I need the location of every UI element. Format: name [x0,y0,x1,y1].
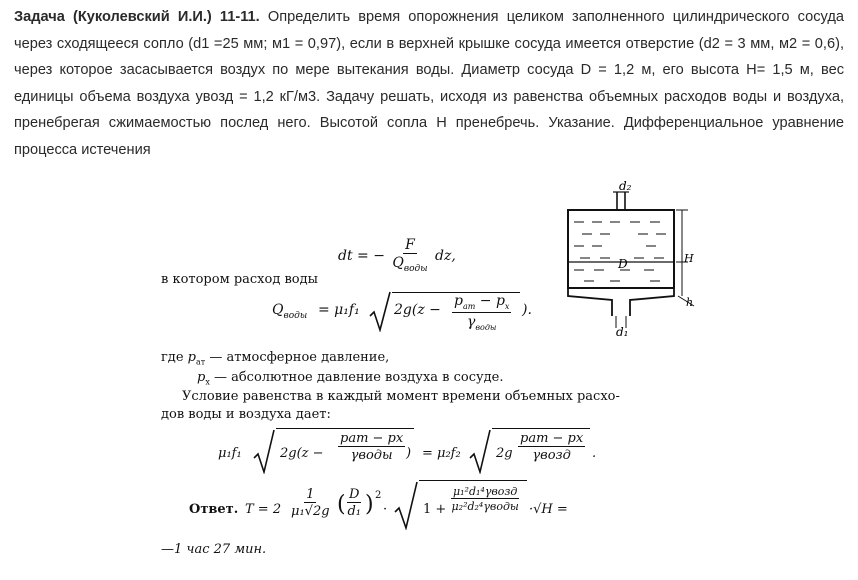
answer-frac-den: μ₁√2g [291,504,330,519]
sqrt-sign-answer [393,480,419,530]
vessel-diagram [560,178,710,338]
sqrt-sign-eq3b [468,428,492,474]
line-which: в котором расход воды [161,272,318,287]
sqrt-sign-eq2 [368,290,392,332]
answer-fraction-dd [347,488,361,518]
answer-result: —1 час 27 мин. [161,542,267,557]
eq1-fraction [392,238,427,274]
eq2-fraction [452,294,511,332]
where-line-1 [161,350,389,367]
eq2-lhs: Q [272,302,284,318]
eq1-den-sub: воды [403,263,428,274]
answer-dd-den: d₁ [347,504,361,519]
equation-dt [338,238,456,274]
eq3-inner2: 2g [496,446,513,461]
eq2-den-sub: воды [475,322,497,332]
problem-title: Задача (Куколевский И.И.) 11-11. [14,9,260,25]
problem-text: Определить время опорожнения целиком заполненного цилиндрического сосуда через сходящееся сопло (d1 =25 мм; м1 = 0,97), если в верхней крышке сосуда имеется отверстие (d2 = 3 мм, м2 = 0,6), через которое засасывается воздух по мере вытекания воды. Диаметр сосуда D = 1,2 м, его высота H= 1,5 м, вес единицы объема воздуха увозд = 1,2 кГ/м3. Задачу решать, исходя из равенства объемных расходов воды и воздуха, пренебрегая сжимаемостью послед него. Высотой сопла H пренебречь. Указание. Дифференциальное уравнение процесса истечения [14,9,844,158]
eq1-rhs: dz, [435,247,456,264]
eq2-close: ). [522,302,532,318]
condition-line-1: Условие равенства в каждый момент времени объемных расхо- [182,389,620,404]
eq3-inner1: 2g(z − [280,446,324,461]
label-d2: d₂ [619,179,632,193]
where-pre: где [161,350,184,365]
eq3-fraction1 [338,432,405,462]
eq2-lhs-sub: воды [283,310,308,321]
answer-frac-num: 1 [306,487,315,502]
eq1-lhs: dt = − [338,247,385,264]
where-text2: — абсолютное давление воздуха в сосуде. [209,370,504,385]
answer-inner-den: μ₂²d₂⁴γводы [451,500,519,513]
eq2-num-mid: − p [475,293,505,309]
where-sym2: p [197,370,206,385]
eq3-close1: ) [406,446,412,461]
label-H: H [684,252,694,265]
label-d1: d₁ [616,325,629,338]
condition-line-2: дов воды и воздуха дает: [161,407,331,422]
eq3-den2: γвозд [532,448,571,463]
eq3-end: . [592,446,597,461]
eq2-den: γ [467,313,476,330]
where-sub1: ат [195,357,206,367]
problem-statement [14,4,844,164]
eq2-num-p: p [454,293,463,309]
answer-root-one: 1 + [423,502,447,517]
eq1-den: Q [392,255,404,271]
water-hatching [574,222,666,281]
answer-inner-num: μ₁²d₁⁴γвозд [453,485,518,498]
answer-dd-num: D [349,487,360,502]
where-sub2: x [205,377,210,387]
eq2-num-sub2: x [504,301,510,311]
eq2-rhs-pre: = μ₁f₁ [318,302,360,318]
eq2-inner: 2g(z − [394,302,441,318]
answer-label: Ответ. [189,502,239,517]
answer-square: 2 [375,490,382,501]
sqrt-sign-eq3a [252,428,276,474]
equation-equality [218,428,608,474]
answer-t: T = 2 [245,502,282,517]
answer-fraction-1 [291,488,330,518]
answer-equation: Ответ. T = 2 $\frac{1}{\text{μ₁√2g}}$ ( $\frac{D}{\text{d₁}}$ ) 2 · 1 + μ₁²d₁⁴γвозд μ₂²d₂⁴γводы ·√H = [189,480,609,530]
where-sym1: p [187,350,196,365]
eq3-left: μ₁f₁ [218,446,242,461]
answer-tail: ·√H = [529,502,568,517]
where-line-2 [197,370,503,387]
eq3-num2: pат − px [520,431,584,446]
eq3-mid: = μ₂f₂ [422,446,461,461]
eq3-den1: γводы [350,448,393,463]
answer-inner-fraction [451,486,519,512]
eq3-fraction2 [518,432,585,462]
eq2-num-sub1: ат [462,301,476,311]
eq3-num1: pат − px [340,431,404,446]
label-D: D [618,257,628,271]
where-text1: — атмосферное давление, [205,350,390,365]
label-h: h [686,296,694,309]
eq1-num: F [405,237,415,253]
